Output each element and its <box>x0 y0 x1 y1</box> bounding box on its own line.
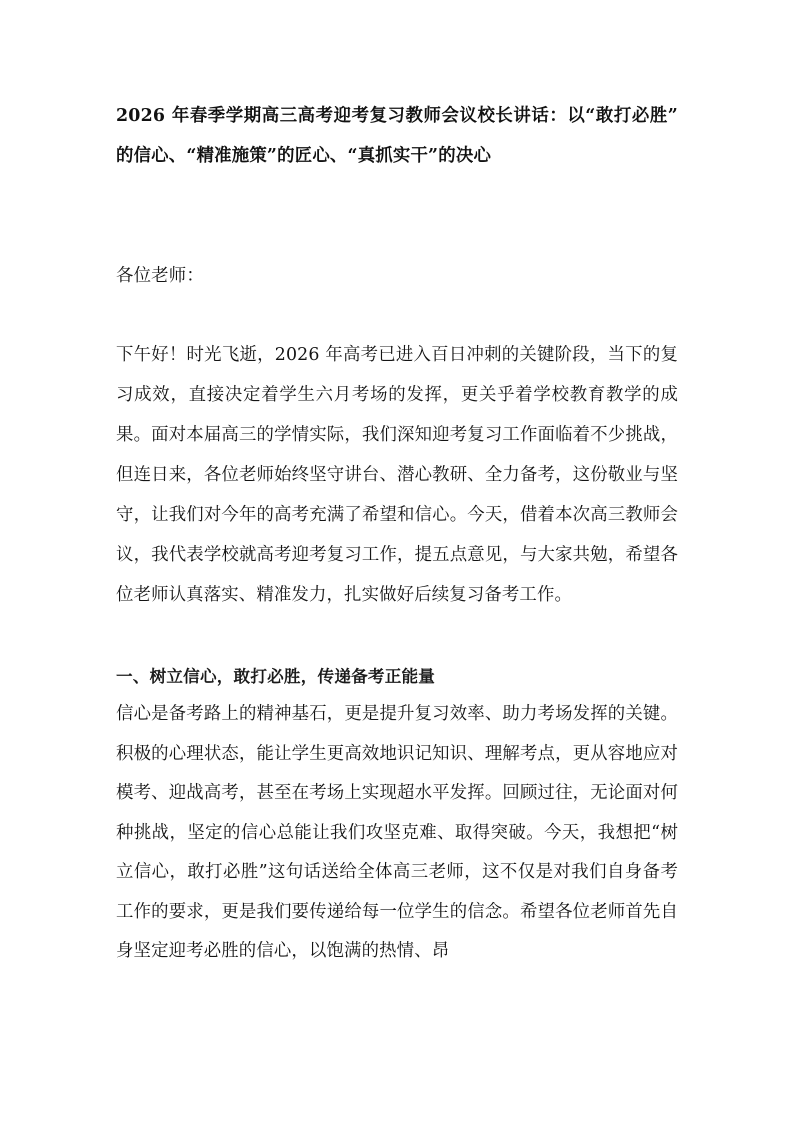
document-body <box>116 96 678 972</box>
salutation: 各位老师： <box>116 266 204 286</box>
section-body-1: 信心是备考路上的精神基石，更是提升复习效率、助力考场发挥的关键。积极的心理状态，能让学生更高效地识记知识、理解考点，更从容地应对模考、迎战高考，甚至在考场上实现超水平发挥。回顾过往，无论面对何种挑战，坚定的信心总能让我们攻坚克难、取得突破。今天，我想把“树立信心，敢打必胜”这句话送给全体高三老师，这不仅是对我们自身备考工作的要求，更是我们要传递给每一位学生的信念。希望各位老师首先自身坚定迎考必胜的信心，以饱满的热情、昂 <box>116 704 678 961</box>
page-title: 2026 年春季学期高三高考迎考复习教师会议校长讲话：以“敢打必胜”的信心、“精准施策”的匠心、“真抓实干”的决心 <box>116 106 678 166</box>
section-heading-1: 一、树立信心，敢打必胜，传递备考正能量 <box>116 666 436 686</box>
intro-paragraph: 下午好！时光飞逝，2026 年高考已进入百日冲刺的关键阶段，当下的复习成效，直接决定着学生六月考场的发挥，更关乎着学校教育教学的成果。面对本届高三的学情实际，我们深知迎考复习工作面临着不少挑战，但连日来，各位老师始终坚守讲台、潜心教研、全力备考，这份敬业与坚守，让我们对今年的高考充满了希望和信心。今天，借着本次高三教师会议，我代表学校就高考迎考复习工作，提五点意见，与大家共勉，希望各位老师认真落实、精准发力，扎实做好后续复习备考工作。 <box>116 345 678 605</box>
